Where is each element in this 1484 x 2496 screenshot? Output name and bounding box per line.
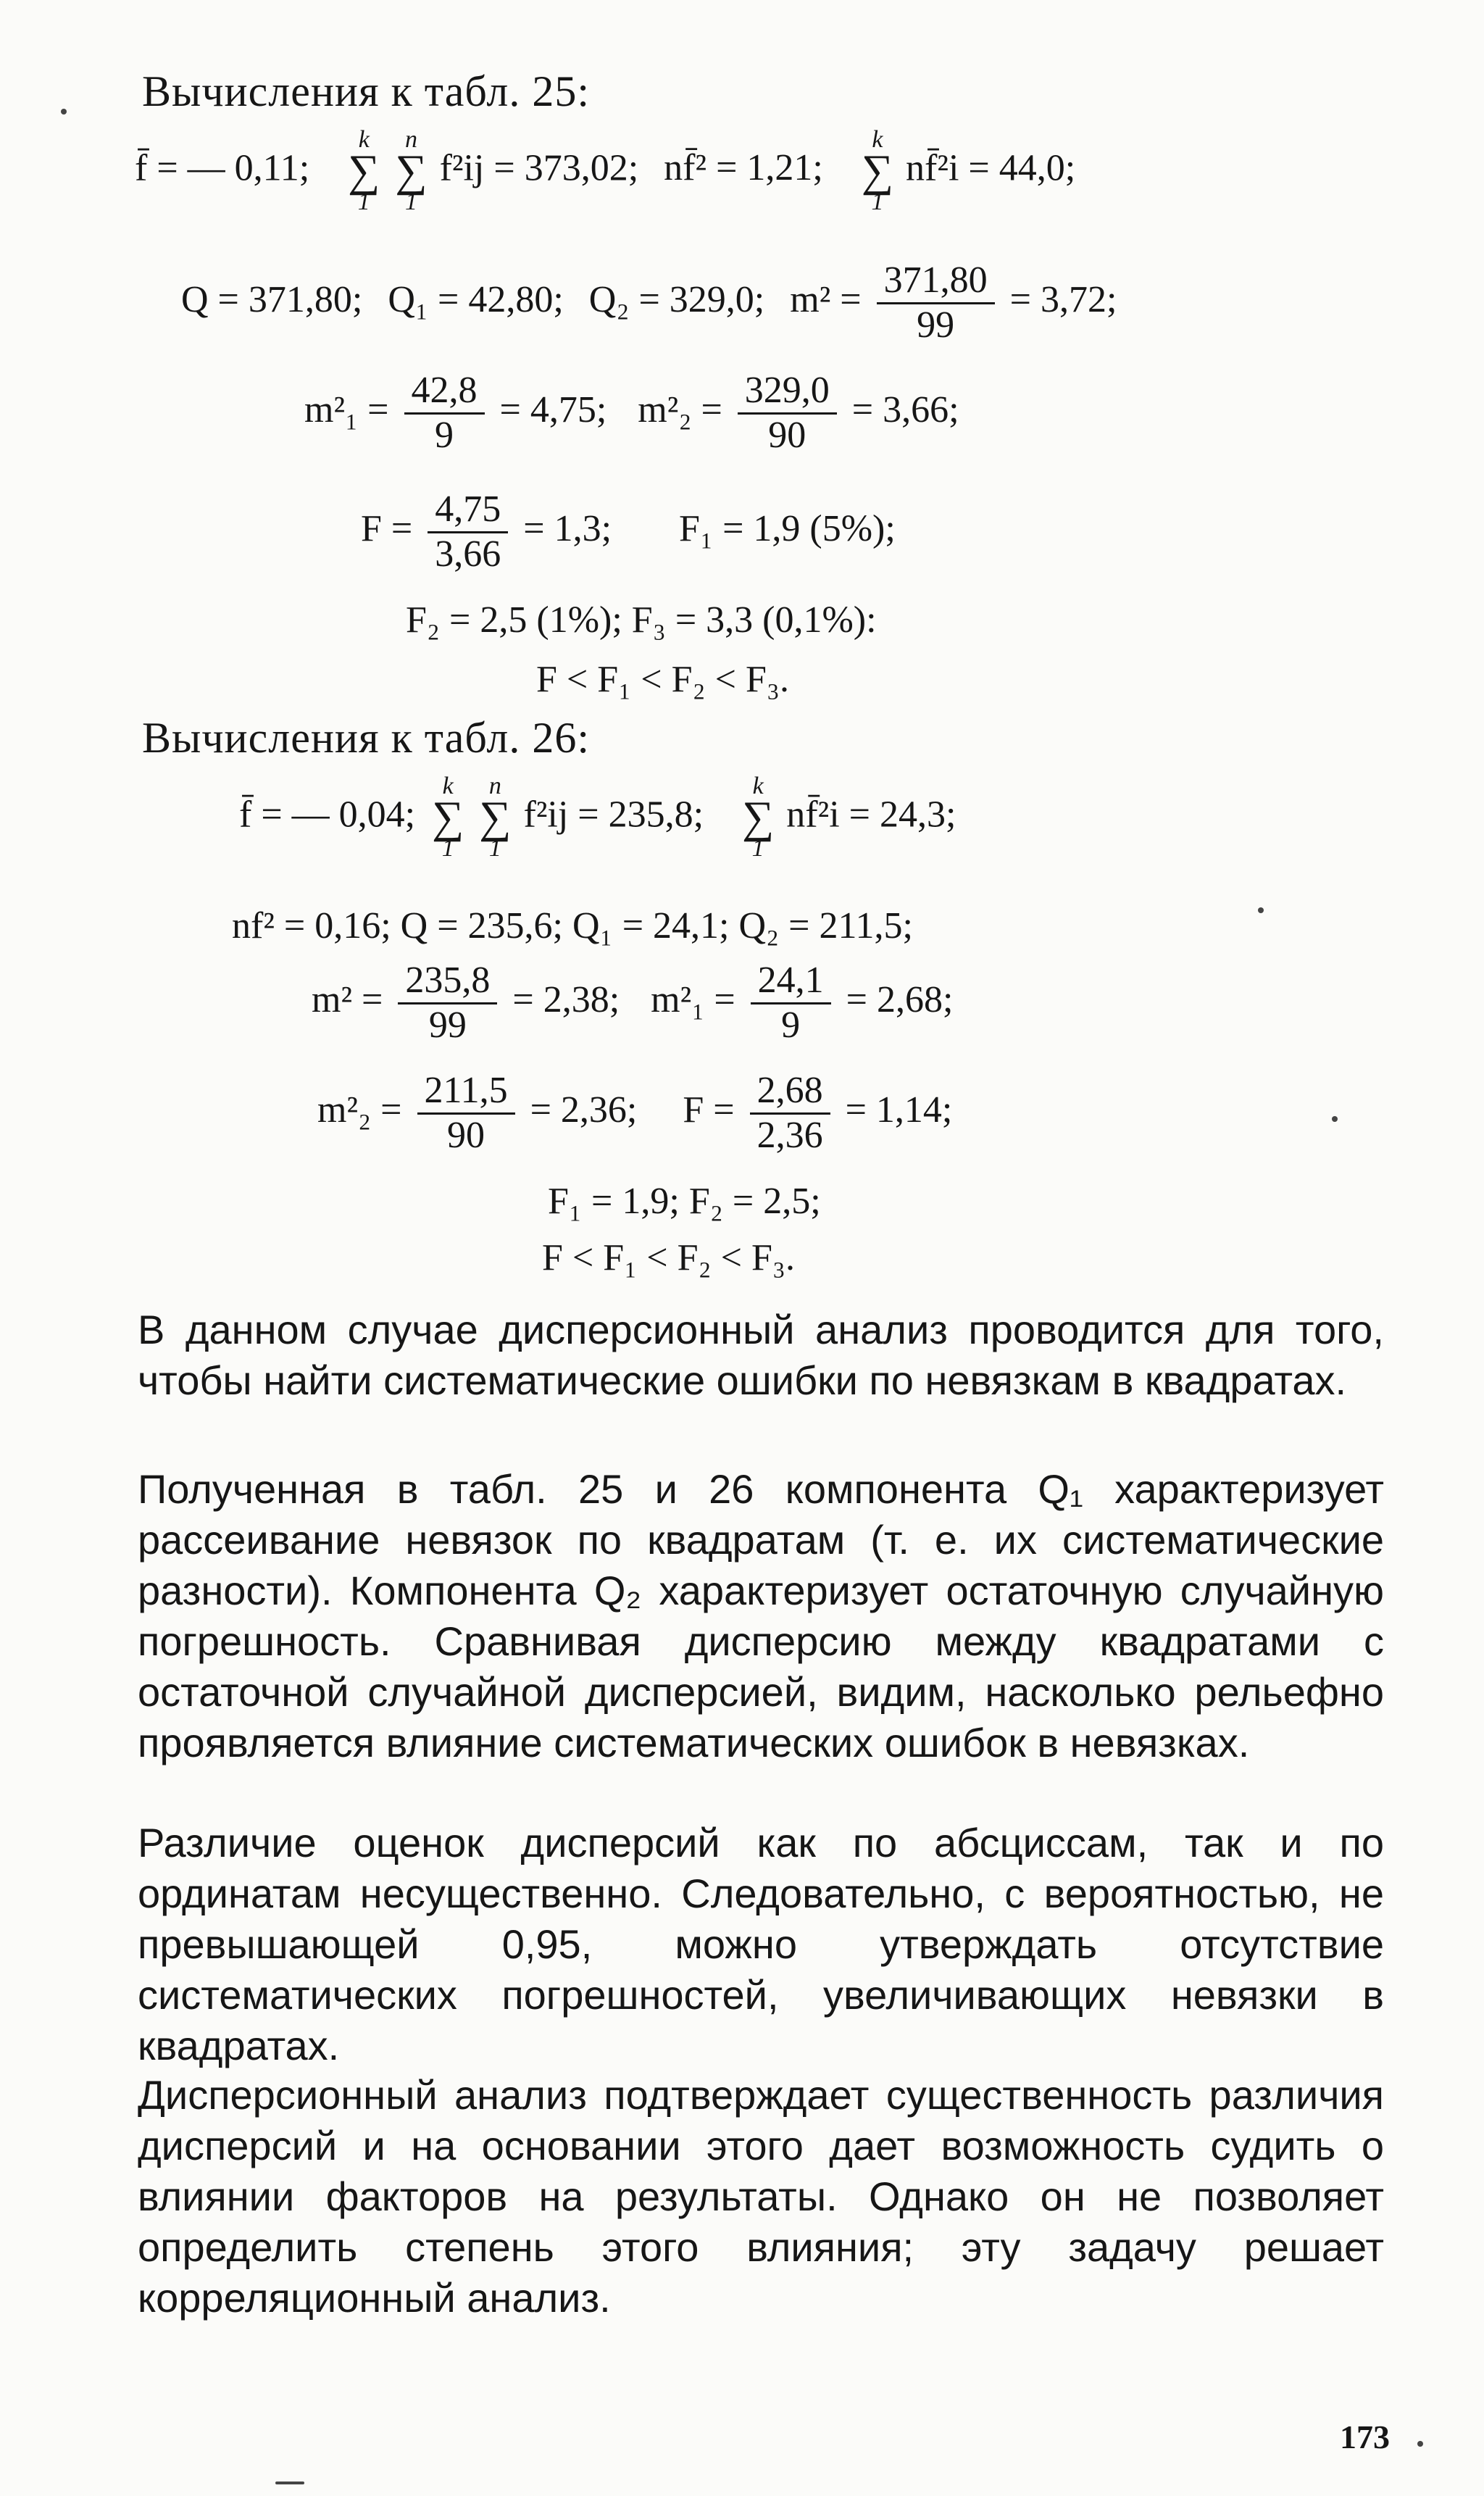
t26-sum-k-top: k	[442, 773, 454, 799]
t25-m2-den: 99	[917, 304, 955, 346]
paragraph-4	[138, 2070, 1384, 2324]
t26-m2-label: m² =	[312, 979, 383, 1021]
t25-sum-k-top: k	[358, 126, 370, 153]
t26-m2-fraction	[398, 961, 497, 1045]
t25-m1-label: m²₁ =	[304, 389, 389, 431]
paragraph-4-text: Дисперсионный анализ подтверждает существенность различия дисперсий и на основании этого дает возможность судить о влиянии факторов на результаты. Однако он не позволяет определить степень этого влияния; эту задачу решает корреляционный анализ.	[138, 2072, 1384, 2321]
t25-line4	[361, 490, 896, 574]
t26-m1-fraction	[751, 961, 831, 1045]
t25-m1-den: 9	[435, 414, 454, 456]
paragraph-1-text: В данном случае дисперсионный анализ проводится для того, чтобы найти систематические ошибки по невязкам в квадратах.	[138, 1307, 1384, 1403]
t25-m2-num: 371,80	[877, 261, 995, 304]
t26-m22-fraction	[417, 1071, 515, 1155]
t26-line1	[239, 775, 956, 860]
t25-sum-n-top: n	[404, 126, 417, 153]
t26-line4	[317, 1071, 952, 1155]
t26-sum-expr: f²ij = 235,8;	[523, 794, 704, 836]
t25-sum2: k ∑ 1	[861, 126, 894, 216]
t25-q1: Q₁ = 42,80;	[388, 279, 564, 321]
t25-m22-label: m²₂ =	[638, 389, 722, 431]
t25-m2-res: = 3,72;	[1009, 279, 1117, 321]
t25-m22-den: 90	[768, 414, 806, 456]
t26-m1-res: = 2,68;	[846, 979, 954, 1021]
t26-sum-n-top: n	[488, 773, 501, 799]
t26-sum2: k ∑ 1	[742, 773, 775, 862]
t26-line2: nf² = 0,16; Q = 235,6; Q₁ = 24,1; Q₂ = 211,5;	[232, 905, 913, 947]
t25-line6: F < F₁ < F₂ < F₃.	[536, 659, 790, 700]
paragraph-2-text: Полученная в табл. 25 и 26 компонента Q₁ характеризует рассеивание невязок по квадратам (т. е. их систематические разности). Компонента Q₂ характеризует остаточную случайную погрешность. Сравнивая дисперсию между квадратами с остаточной случайной дисперсией, видим, насколько рельефно проявляется влияние систематических ошибок в невязках.	[138, 1466, 1384, 1765]
scan-speck	[61, 109, 67, 115]
t26-sum2-expr: nf̄²i = 24,3;	[786, 794, 956, 836]
t25-sum2-expr: nf̄²i = 44,0;	[906, 147, 1076, 189]
paragraph-3-text: Различие оценок дисперсий как по абсциссам, так и по ординатам несущественно. Следовательно, с вероятностью, не превышающей 0,95, можно утверждать отсутствие систематических погрешностей, увеличивающих невязки в квадратах.	[138, 1820, 1384, 2068]
paragraph-3	[138, 1818, 1384, 2071]
t26-sum-k: k ∑ 1	[432, 773, 464, 862]
scan-speck	[1417, 2441, 1423, 2447]
t26-m2-res: = 2,38;	[512, 979, 620, 1021]
t26-line6: F < F₁ < F₂ < F₃.	[542, 1237, 796, 1278]
t26-m1-den: 9	[781, 1004, 801, 1046]
t26-m2-den: 99	[428, 1004, 467, 1046]
t25-m22-res: = 3,66;	[851, 389, 959, 431]
t25-m2-fraction	[877, 261, 995, 345]
scan-speck	[1332, 1116, 1338, 1122]
t25-f1: F₁ = 1,9 (5%);	[679, 508, 896, 550]
t25-m1-num: 42,8	[404, 371, 485, 415]
t25-fhat-num: 4,75	[428, 490, 508, 533]
t25-m22-num: 329,0	[738, 371, 837, 415]
t26-fhat-den: 2,36	[756, 1114, 823, 1156]
t25-fhat-den: 3,66	[435, 533, 501, 575]
t26-sum-k-bottom: 1	[441, 835, 454, 862]
t25-q: Q = 371,80;	[181, 279, 363, 321]
t25-q2: Q₂ = 329,0;	[588, 279, 765, 321]
t25-line5: F₂ = 2,5 (1%); F₃ = 3,3 (0,1%):	[406, 599, 877, 641]
t26-m22-label: m²₂ =	[317, 1089, 402, 1131]
t26-line5: F₁ = 1,9; F₂ = 2,5;	[548, 1181, 821, 1222]
t26-m1-label: m²₁ =	[651, 979, 735, 1021]
scan-speck	[1258, 907, 1264, 913]
t25-sum-k: k ∑ 1	[348, 126, 380, 216]
t25-line2	[181, 261, 1117, 345]
t25-line1	[135, 126, 1076, 216]
t25-sum-k-bottom: 1	[357, 188, 370, 216]
page-number: 173	[1340, 2418, 1390, 2455]
paragraph-1	[138, 1305, 1384, 1406]
t25-m22-fraction	[738, 371, 837, 455]
t26-f-bar: f̄ = — 0,04;	[239, 794, 416, 836]
t25-fhat-label: F =	[361, 508, 413, 550]
t26-fhat-num: 2,68	[750, 1071, 830, 1115]
t26-fhat-res: = 1,14;	[845, 1089, 953, 1131]
t25-sum-n: n ∑ 1	[395, 126, 428, 216]
paragraph-2	[138, 1464, 1384, 1768]
heading-table-26: Вычисления к табл. 26:	[142, 714, 591, 762]
t26-m22-num: 211,5	[417, 1071, 515, 1115]
scan-speck	[275, 2482, 304, 2484]
t25-fhat-fraction	[428, 490, 508, 574]
t26-fhat-fraction	[750, 1071, 830, 1155]
t25-sum2-bottom: 1	[871, 188, 884, 216]
t26-sum-n-bottom: 1	[488, 835, 501, 862]
t25-nf2: nf̄² = 1,21;	[664, 147, 823, 189]
t26-m22-res: = 2,36;	[530, 1089, 638, 1131]
t26-line3	[312, 961, 953, 1045]
t25-sum-n-bottom: 1	[404, 188, 417, 216]
t26-sum2-top: k	[752, 773, 764, 799]
t25-m1-res: = 4,75;	[499, 389, 607, 431]
t25-f-bar: f̄ = — 0,11;	[135, 147, 310, 189]
t26-sum2-bottom: 1	[751, 835, 764, 862]
t26-m2-num: 235,8	[398, 961, 497, 1004]
t26-fhat-label: F =	[683, 1089, 735, 1131]
t25-line3	[304, 371, 959, 455]
t26-sum-n: n ∑ 1	[479, 773, 512, 862]
t25-sum-expr: f²ij = 373,02;	[439, 147, 639, 189]
heading-table-25: Вычисления к табл. 25:	[142, 67, 591, 115]
t25-m2-label: m² =	[790, 279, 862, 321]
t25-m1-fraction	[404, 371, 485, 455]
t26-m22-den: 90	[447, 1114, 485, 1156]
t26-m1-num: 24,1	[751, 961, 831, 1004]
t25-sum2-top: k	[872, 126, 883, 153]
t25-fhat-res: = 1,3;	[523, 508, 612, 550]
